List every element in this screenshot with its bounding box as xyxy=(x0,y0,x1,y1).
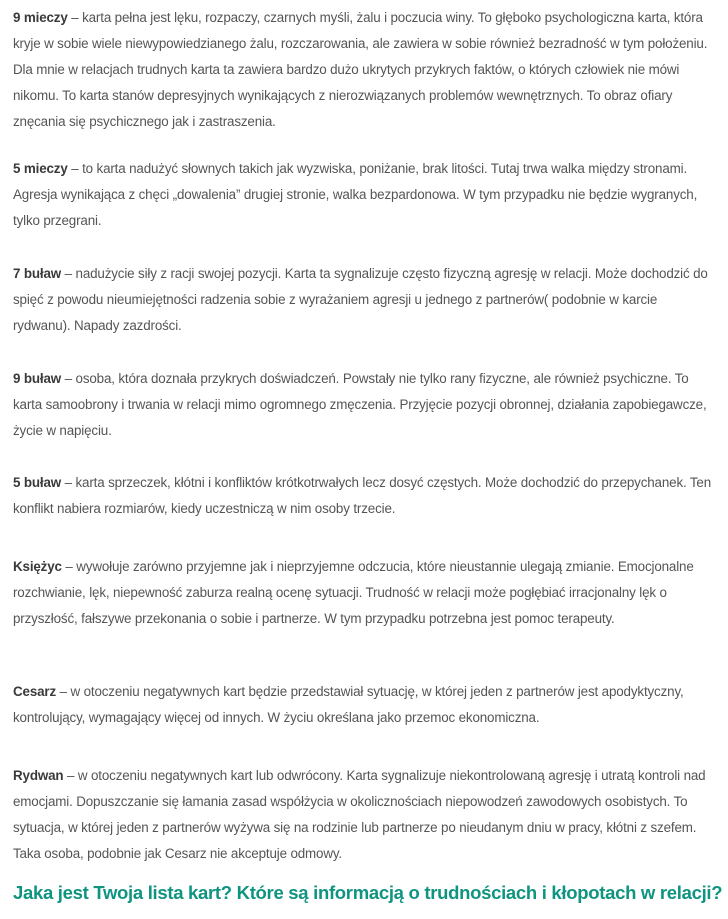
card-description: nadużycie siły z racji swojej pozycji. Karta ta sygnalizuje często fizyczną agresję w relacji. Może dochodzić do spięć z powodu nieumiejętności radzenia sobie z wyrażaniem agresji u jednego z partnerów( podobnie w karcie rydwanu). Napady zazdrości. xyxy=(13,266,708,333)
card-description: osoba, która doznała przykrych doświadczeń. Powstały nie tylko rany fizyczne, ale również psychiczne. To karta samoobrony i trwania w relacji mimo ogromnego zmęczenia. Przyjęcie pozycji obronnej, działania zapobiegawcze, życie w napięciu. xyxy=(13,371,707,438)
card-term: 9 buław xyxy=(13,371,62,386)
separator: – xyxy=(61,371,76,386)
card-term: 9 mieczy xyxy=(13,10,68,25)
separator: – xyxy=(61,559,77,574)
card-term: 5 buław xyxy=(13,475,62,490)
separator: – xyxy=(61,475,76,490)
card-description: to karta nadużyć słownych takich jak wyzwiska, poniżanie, brak litości. Tutaj trwa walka między stronami. Agresja wynikająca z chęci „dowalenia” drugiej stronie, walka bezpardonowa. W tym przypadku nie będzie wygranych, tylko przegrani. xyxy=(13,161,698,228)
card-entry-9-mieczy xyxy=(13,5,718,135)
card-entry-ksiezyc xyxy=(13,554,718,632)
card-description: w otoczeniu negatywnych kart będzie przedstawiał sytuację, w której jeden z partnerów jest apodyktyczny, kontrolujący, wymagający więcej od innych. W życiu określana jako przemoc ekonomiczna. xyxy=(13,684,684,725)
card-entry-cesarz xyxy=(13,679,718,731)
separator: – xyxy=(67,161,83,176)
separator: – xyxy=(61,266,76,281)
separator: – xyxy=(56,684,71,699)
card-entry-5-bulaw xyxy=(13,470,718,522)
card-description: karta sprzeczek, kłótni i konfliktów krótkotrwałych lecz dosyć częstych. Może dochodzić do przepychanek. Ten konflikt nabiera rozmiarów, kiedy uczestniczą w nim osoby trzecie. xyxy=(13,475,712,516)
separator: – xyxy=(67,10,83,25)
card-description: wywołuje zarówno przyjemne jak i nieprzyjemne odczucia, które nieustannie ulegają zmianie. Emocjonalne rozchwianie, lęk, niepewność zaburza realną ocenę sytuacji. Trudność w relacji może pogłębiać irracjonalny lęk o przyszłość, fałszywe przekonania o sobie i partnerze. W tym przypadku potrzebna jest pomoc terapeuty. xyxy=(13,559,694,626)
card-description: karta pełna jest lęku, rozpaczy, czarnych myśli, żalu i poczucia winy. To głęboko psychologiczna karta, która kryje w sobie wiele niewypowiedzianego żalu, rozczarowania, ale zawiera w sobie również bezradność w tym położeniu. Dla mnie w relacjach trudnych karta ta zawiera bardzo dużo ukrytych przykrych faktów, o których człowiek nie mówi nikomu. To karta stanów depresyjnych wynikających z nierozwiązanych problemów wewnętrznych. To obraz ofiary znęcania się psychicznego jak i zastraszenia. xyxy=(13,10,708,129)
card-entry-7-bulaw xyxy=(13,261,718,339)
card-term: 7 buław xyxy=(13,266,62,281)
card-term: Cesarz xyxy=(13,684,57,699)
card-entry-9-bulaw xyxy=(13,366,718,444)
card-entry-rydwan xyxy=(13,763,718,867)
card-term: Rydwan xyxy=(13,768,64,783)
card-term: Księżyc xyxy=(13,559,62,574)
separator: – xyxy=(63,768,78,783)
card-description: w otoczeniu negatywnych kart lub odwrócony. Karta sygnalizuje niekontrolowaną agresję i utratą kontroli nad emocjami. Dopuszczanie się łamania zasad współżycia w okolicznościach niepowodzeń zawodowych osobistych. To sytuacja, w której jeden z partnerów wyżywa się na rodzinie lub partnerze po nieudanym dniu w pracy, kłótni z szefem. Taka osoba, podobnie jak Cesarz nie akceptuje odmowy. xyxy=(13,768,706,861)
card-term: 5 mieczy xyxy=(13,161,68,176)
card-entry-5-mieczy xyxy=(13,156,718,234)
closing-question-heading: Jaka jest Twoja lista kart? Które są informacją o trudnościach i kłopotach w relacji? xyxy=(13,882,723,903)
